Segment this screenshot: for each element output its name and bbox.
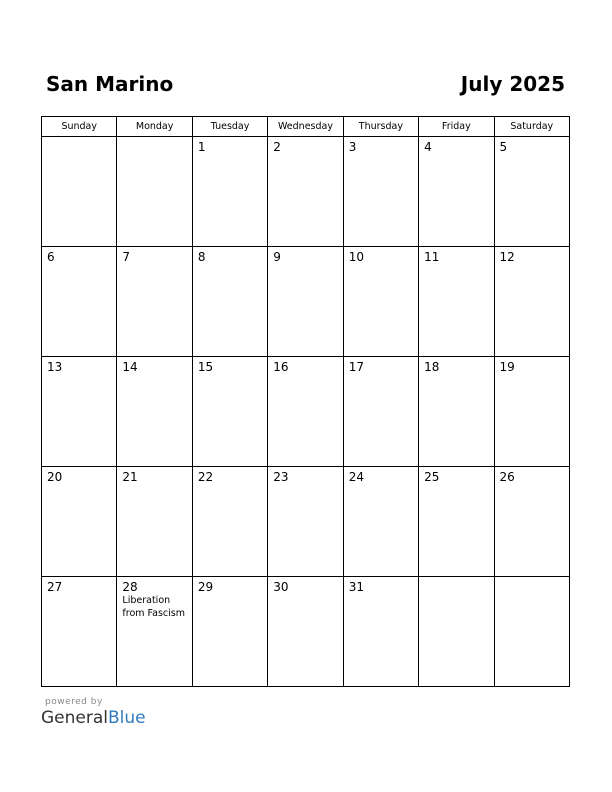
day-cell — [42, 247, 117, 357]
day-cell — [117, 137, 192, 247]
weekday-wednesday: Wednesday — [268, 117, 343, 137]
day-cell — [343, 577, 418, 687]
day-number: 19 — [499, 360, 515, 374]
day-number — [117, 137, 191, 140]
day-cell — [494, 577, 569, 687]
week-row — [42, 247, 570, 357]
day-number: 8 — [197, 250, 206, 264]
weekday-friday: Friday — [419, 117, 494, 137]
day-cell — [343, 357, 418, 467]
day-cell — [192, 467, 267, 577]
day-number: 11 — [424, 250, 440, 264]
week-row — [42, 577, 570, 687]
holiday-label: Liberation from Fascism — [122, 595, 185, 619]
day-number — [42, 137, 116, 140]
day-number: 20 — [47, 470, 63, 484]
day-cell — [419, 357, 494, 467]
day-cell — [117, 577, 192, 687]
week-row — [42, 467, 570, 577]
day-cell — [117, 357, 192, 467]
day-number: 1 — [197, 140, 206, 154]
day-cell — [192, 137, 267, 247]
day-number: 16 — [273, 360, 289, 374]
day-number: 30 — [273, 580, 289, 594]
day-number: 10 — [348, 250, 364, 264]
day-number: 23 — [273, 470, 289, 484]
day-cell — [268, 137, 343, 247]
day-cell — [268, 467, 343, 577]
day-number: 18 — [424, 360, 440, 374]
weekday-monday: Monday — [117, 117, 192, 137]
day-cell — [192, 357, 267, 467]
calendar-grid — [41, 116, 570, 687]
day-cell — [494, 137, 569, 247]
day-number: 12 — [499, 250, 515, 264]
day-number: 27 — [47, 580, 63, 594]
generalblue-logo — [41, 708, 146, 728]
day-cell — [268, 247, 343, 357]
day-number — [419, 577, 493, 580]
day-cell — [343, 467, 418, 577]
month-year-title: July 2025 — [460, 72, 565, 96]
day-cell — [494, 467, 569, 577]
day-number: 13 — [47, 360, 63, 374]
day-number: 15 — [197, 360, 214, 374]
day-number: 31 — [348, 580, 364, 594]
day-cell — [42, 357, 117, 467]
day-number: 7 — [122, 250, 131, 264]
day-cell — [192, 247, 267, 357]
day-number: 25 — [424, 470, 440, 484]
day-cell — [42, 137, 117, 247]
country-title: San Marino — [46, 72, 174, 96]
day-cell — [494, 357, 569, 467]
day-number: 24 — [348, 470, 364, 484]
day-cell — [42, 577, 117, 687]
day-number: 17 — [348, 360, 364, 374]
weekday-thursday: Thursday — [343, 117, 418, 137]
day-number — [495, 577, 569, 580]
day-cell — [494, 247, 569, 357]
day-number: 29 — [197, 580, 214, 594]
day-cell — [419, 137, 494, 247]
day-cell — [419, 467, 494, 577]
day-number: 5 — [499, 140, 508, 154]
day-number: 21 — [122, 470, 138, 484]
brand-blue-text: Blue — [108, 708, 146, 728]
weekday-header-row — [42, 117, 570, 137]
day-cell — [117, 247, 192, 357]
weekday-tuesday: Tuesday — [192, 117, 267, 137]
day-number: 26 — [499, 470, 515, 484]
powered-by-label: powered by — [45, 697, 103, 707]
day-number: 2 — [273, 140, 281, 154]
day-cell — [419, 577, 494, 687]
day-number: 28 — [122, 580, 138, 594]
brand-general-text: General — [41, 708, 108, 728]
day-cell — [343, 137, 418, 247]
day-number: 9 — [273, 250, 281, 264]
day-number: 6 — [47, 250, 55, 264]
day-number: 3 — [348, 140, 357, 154]
day-cell — [343, 247, 418, 357]
day-number: 14 — [122, 360, 138, 374]
weekday-sunday: Sunday — [42, 117, 117, 137]
day-cell — [268, 357, 343, 467]
day-cell — [419, 247, 494, 357]
weekday-saturday: Saturday — [494, 117, 569, 137]
day-cell — [268, 577, 343, 687]
day-number: 4 — [424, 140, 432, 154]
day-cell — [42, 467, 117, 577]
week-row — [42, 137, 570, 247]
week-row — [42, 357, 570, 467]
day-cell — [117, 467, 192, 577]
day-cell — [192, 577, 267, 687]
day-number: 22 — [197, 470, 214, 484]
